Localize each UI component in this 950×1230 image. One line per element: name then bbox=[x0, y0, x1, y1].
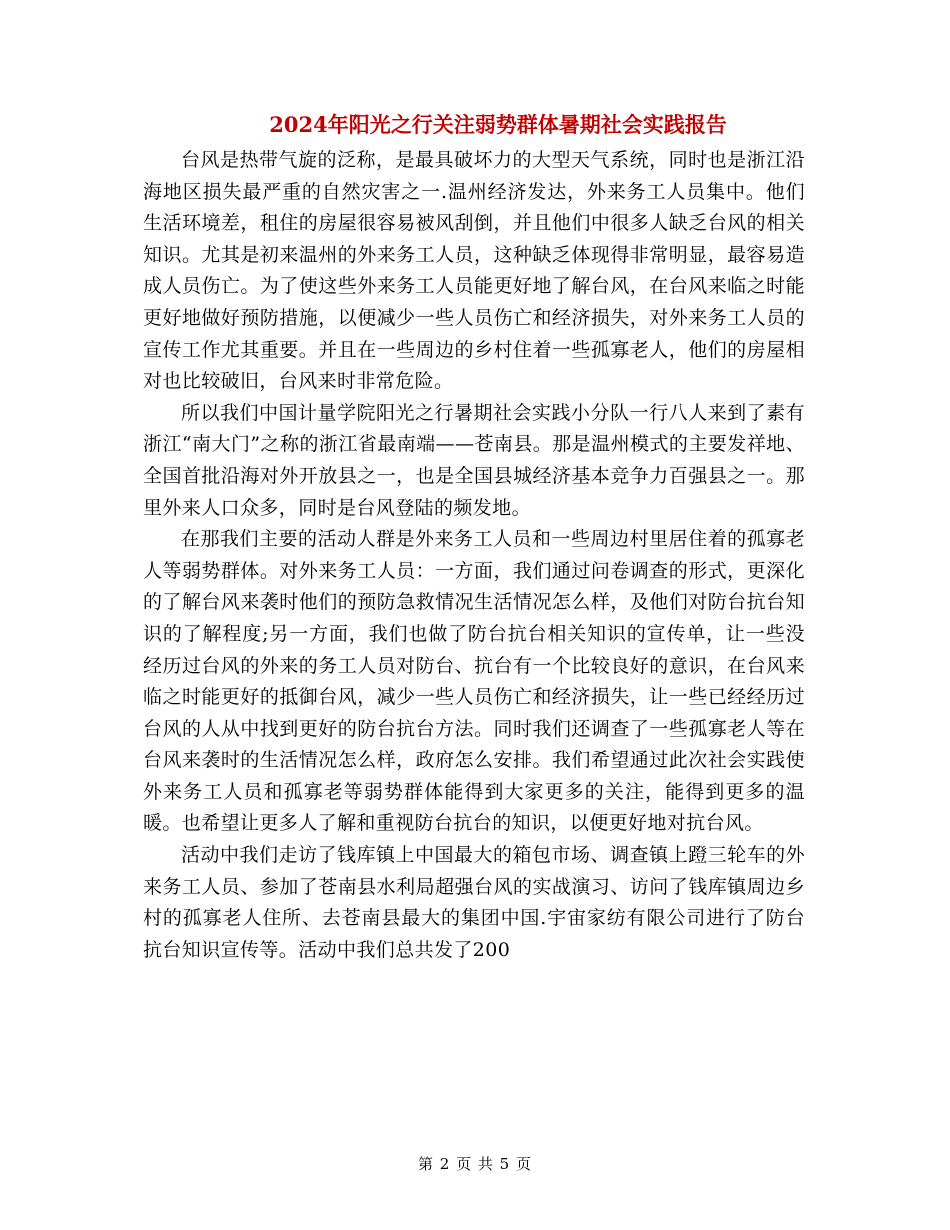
page-number-footer: 第 2 页 共 5 页 bbox=[418, 1155, 532, 1173]
paragraph-4: 活动中我们走访了钱库镇上中国最大的箱包市场、调查镇上蹬三轮车的外来务工人员、参加了苍南县水利局超强台风的实战演习、访问了钱库镇周边乡村的孤寡老人住所、去苍南县最大的集团中国.宇宙家纺有限公司进行了防台抗台知识宣传等。活动中我们总共发了200 bbox=[143, 844, 805, 961]
paragraph-3: 在那我们主要的活动人群是外来务工人员和一些周边村里居住着的孤寡老人等弱势群体。对外来务工人员：一方面，我们通过问卷调查的形式，更深化的了解台风来袭时他们的预防急救情况生活情况怎么样，及他们对防台抗台知识的了解程度;另一方面，我们也做了防台抗台相关知识的宣传单，让一些没经历过台风的外来的务工人员对防台、抗台有一个比较良好的意识，在台风来临之时能更好的抵御台风，减少一些人员伤亡和经济损失，让一些已经经历过台风的人从中找到更好的防台抗台方法。同时我们还调查了一些孤寡老人等在台风来袭时的生活情况怎么样，政府怎么安排。我们希望通过此次社会实践使外来务工人员和孤寡老等弱势群体能得到大家更多的关注，能得到更多的温暖。也希望让更多人了解和重视防台抗台的知识，以便更好地对抗台风。 bbox=[143, 528, 805, 835]
report-body bbox=[143, 145, 805, 966]
paragraph-1: 台风是热带气旋的泛称，是最具破坏力的大型天气系统，同时也是浙江沿海地区损失最严重的自然灾害之一.温州经济发达，外来务工人员集中。他们生活环境差，租住的房屋很容易被风刮倒，并且他们中很多人缺乏台风的相关知识。尤其是初来温州的外来务工人员，这种缺乏体现得非常明显，最容易造成人员伤亡。为了使这些外来务工人员能更好地了解台风，在台风来临之时能更好地做好预防措施，以便减少一些人员伤亡和经济损失，对外来务工人员的宣传工作尤其重要。并且在一些周边的乡村住着一些孤寡老人，他们的房屋相对也比较破旧，台风来时非常危险。 bbox=[143, 149, 805, 393]
paragraph-2: 所以我们中国计量学院阳光之行暑期社会实践小分队一行八人来到了素有浙江“南大门”之称的浙江省最南端——苍南县。那是温州模式的主要发祥地、全国首批沿海对外开放县之一，也是全国县城经济基本竞争力百强县之一。那里外来人口众多，同时是台风登陆的频发地。 bbox=[143, 401, 805, 519]
report-title: 2024年阳光之行关注弱势群体暑期社会实践报告 bbox=[269, 112, 727, 137]
